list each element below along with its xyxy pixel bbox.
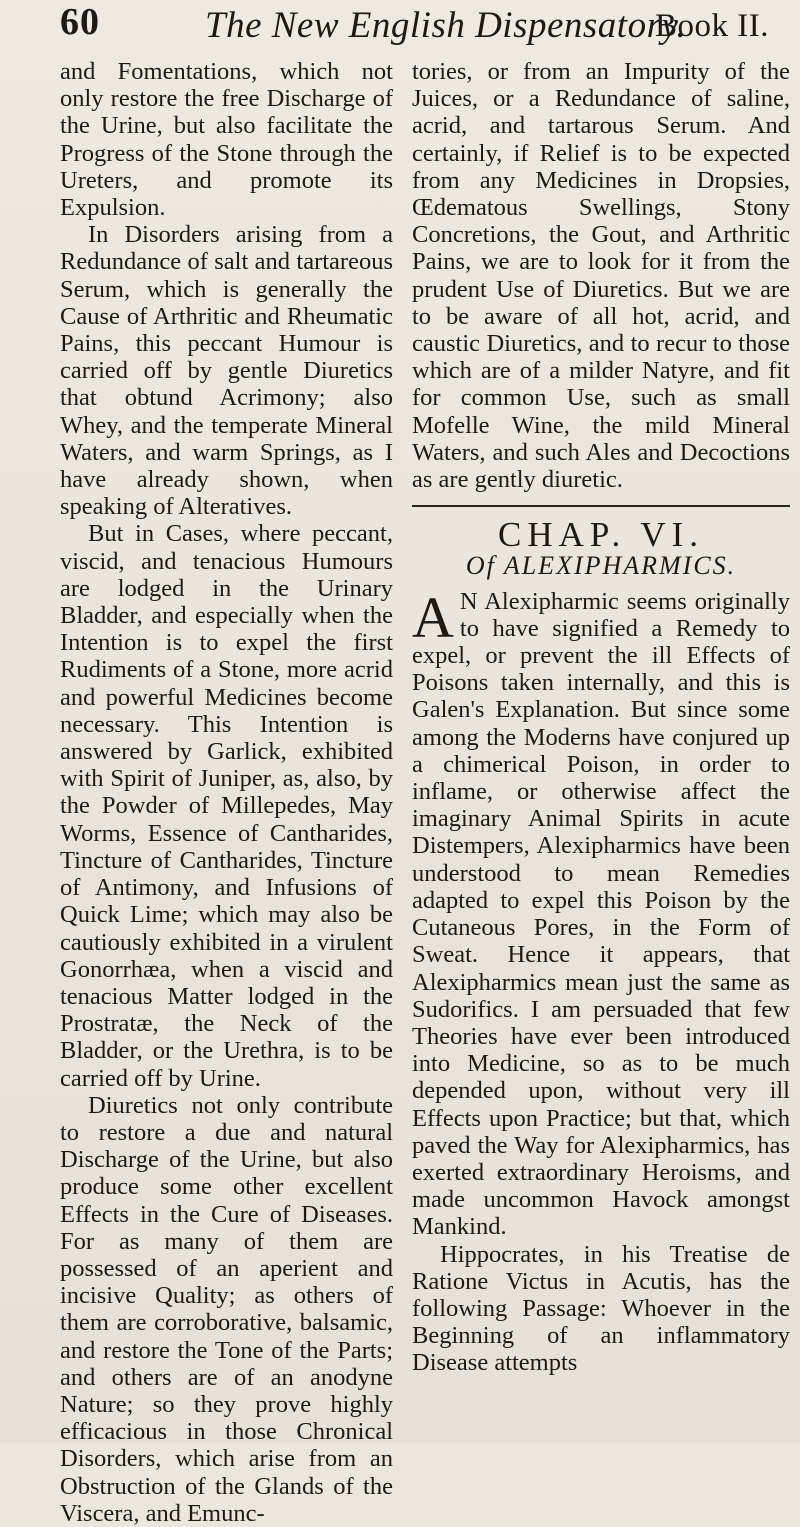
paragraph xyxy=(412,584,790,1241)
paragraph: tories, or from an Impurity of the Juices, or a Redundance of saline, acrid, and tartarous Serum. And certainly, if Relief is to be expected from any Medicines in Dropsies, Œdematous Swellings, Stony Concretions, the Gout, and Arthritic Pains, we are to look for it from the prudent Use of Diuretics. But we are to be aware of all hot, acrid, and caustic Diuretics, and to recur to those which are of a milder Natyre, and fit for common Use, such as small Mofelle Wine, the mild Mineral Waters, and such Ales and Decoctions as are gently diuretic. xyxy=(412,58,790,494)
chapter-heading: CHAP. VI. xyxy=(497,515,705,555)
paragraph: Hippocrates, in his Treatise de Ratione Victus in Acutis, has the following Passage: Whoever in the Beginning of an inflammatory Disease attempts xyxy=(412,1240,790,1377)
book-label: Book II. xyxy=(655,8,769,44)
paragraph: and Fomentations, which not only restore the free Discharge of the Urine, but also facilitate the Progress of the Stone through the Ureters, and promote its Expulsion. xyxy=(60,58,393,222)
running-title: The New English Dispensatory. xyxy=(205,5,687,46)
paragraph-text: N Alexipharmic seems originally to have signified a Remedy to expel, or prevent the ill Effects of Poisons taken internally, and this is Galen's Explanation. But since some among the Moderns have conjured up a chimerical Poison, in order to inflame, or otherwise affect the imaginary Animal Spirits in acute Distempers, Alexipharmics have been understood to mean Remedies adapted to expel this Poison by the Cutaneous Pores, in the Form of Sweat. Hence it appears, that Alexipharmics mean just the same as Sudorifics. I am persuaded that few Theories have ever been introduced into Medicine, so as to be much depended upon, without very ill Effects upon Practice; but that, which paved the Way for Alexipharmics, has exerted extraordinary Heroisms, and made uncommon Havock amongst Mankind. xyxy=(412,587,790,1241)
right-column xyxy=(412,58,790,1377)
section-divider xyxy=(412,505,790,507)
drop-cap: A xyxy=(412,584,454,650)
page-number: 60 xyxy=(60,1,100,43)
paragraph: But in Cases, where peccant, viscid, and tenacious Humours are lodged in the Urinary Bladder, and especially when the Intention is to expel the first Rudiments of a Stone, more acrid and powerful Medicines become necessary. This Intention is answered by Garlick, exhibited with Spirit of Juniper, as, also, by the Powder of Millepedes, May Worms, Essence of Cantharides, Tincture of Cantharides, Tincture of Antimony, and Infusions of Quick Lime; which may also be cautiously exhibited in a virulent Gonorrhæa, when a viscid and tenacious Matter lodged in the Prostratæ, the Neck of the Bladder, or the Urethra, is to be carried off by Urine. xyxy=(60,520,393,1092)
chapter-subtitle: Of ALEXIPHARMICS. xyxy=(465,551,737,581)
paragraph: Diuretics not only contribute to restore a due and natural Discharge of the Urine, but also produce some other excellent Effects in the Cure of Diseases. For as many of them are possessed of an aperient and incisive Quality; as others of them are corroborative, balsamic, and restore the Tone of the Parts; and others are of an anodyne Nature; so they prove highly efficacious in those Chronical Disorders, which arise from an Obstruction of the Glands of the Viscera, and Emunc- xyxy=(60,1091,393,1527)
paragraph: In Disorders arising from a Redundance of salt and tartareous Serum, which is generally the Cause of Arthritic and Rheumatic Pains, this peccant Humour is carried off by gentle Diuretics that obtund Acrimony; also Whey, and the temperate Mineral Waters, and warm Springs, as I have already shown, when speaking of Alteratives. xyxy=(60,221,393,521)
left-column xyxy=(60,58,393,1527)
page-header xyxy=(0,0,800,58)
